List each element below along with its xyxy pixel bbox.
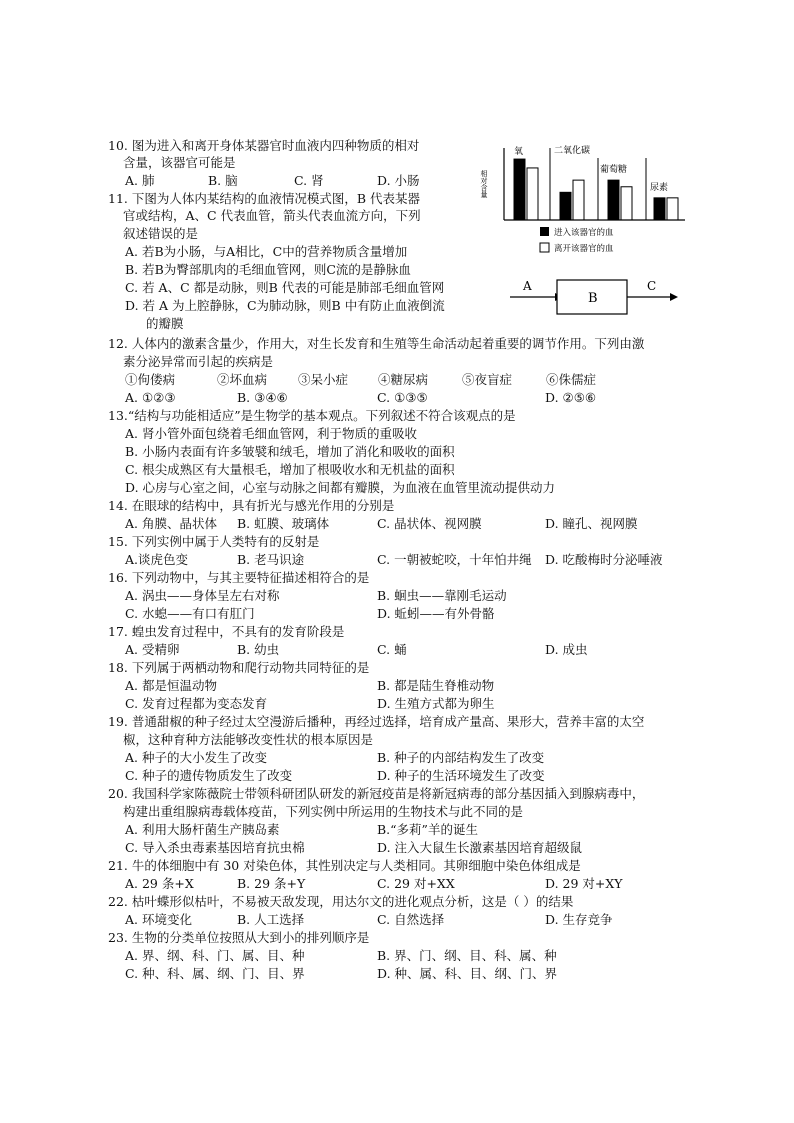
q11-option-b: B. 若B为臀部肌肉的毛细血管网，则C流的是静脉血 <box>125 262 411 277</box>
q18-option-a: A. 都是恒温动物 <box>125 678 217 693</box>
diagram-label-a: A <box>523 279 532 293</box>
q11-option-d: D. 若 A 为上腔静脉，C为肺动脉，则B 中有防止血液倒流 <box>125 298 445 313</box>
q19-option-a: A. 种子的大小发生了改变 <box>125 750 267 765</box>
q10-option-c: C. 肾 <box>294 173 324 188</box>
q16-option-b: B. 蛔虫——靠刚毛运动 <box>377 588 507 603</box>
q10-option-a: A. 肺 <box>125 173 155 188</box>
q17-option-b: B. 幼虫 <box>237 642 280 657</box>
q16-option-d: D. 蚯蚓——有外骨骼 <box>377 606 495 621</box>
chart-label-glucose: 葡萄糖 <box>600 165 628 175</box>
q20-stem-line2: 构建出重组腺病毒载体疫苗，下列实例中所运用的生物技术与此不同的是 <box>123 804 524 819</box>
chart-bar-in-0 <box>514 159 525 220</box>
q11-stem-line3: 叙述错误的是 <box>123 226 199 241</box>
q15-option-c: C. 一朝被蛇咬，十年怕井绳 <box>377 552 532 567</box>
chart-bar-out-1 <box>573 180 584 220</box>
chart-label-co2: 二氧化碳 <box>554 146 591 156</box>
q19-option-d: D. 种子的生活环境发生了改变 <box>377 768 545 783</box>
q21-option-d: D. 29 对+XY <box>545 876 623 891</box>
q13-option-d: D. 心房与心室之间，心室与动脉之间都有瓣膜，为血液在血管里流动提供动力 <box>125 480 556 495</box>
chart-ylabel: 相对含量 <box>480 170 488 198</box>
q22-option-a: A. 环境变化 <box>125 912 192 927</box>
q12-item-1: ①佝偻病 <box>125 372 176 387</box>
q18-option-d: D. 生殖方式都为卵生 <box>377 696 495 711</box>
q22-option-d: D. 生存竞争 <box>545 912 613 927</box>
q23-option-b: B. 界、门、纲、目、科、属、种 <box>377 948 557 963</box>
q12-stem-line1: 12. 人体内的激素含量少，作用大，对生长发育和生殖等生命活动起着重要的调节作用。下列由激 <box>108 336 645 351</box>
q11-option-a: A. 若B为小肠，与A相比，C中的营养物质含量增加 <box>125 244 408 259</box>
q17-stem: 17. 蝗虫发育过程中，不具有的发育阶段是 <box>108 624 345 639</box>
q13-stem: 13.“结构与功能相适应”是生物学的基本观点。下列叙述不符合该观点的是 <box>108 408 516 423</box>
q23-option-d: D. 种、属、科、目、纲、门、界 <box>377 966 558 981</box>
q15-option-b: B. 老马识途 <box>237 552 305 567</box>
q16-option-c: C. 水螅——有口有肛门 <box>125 606 255 621</box>
q23-option-c: C. 种、科、属、纲、门、目、界 <box>125 966 305 981</box>
q15-option-d: D. 吃酸梅时分泌唾液 <box>545 552 663 567</box>
q19-option-c: C. 种子的遗传物质发生了改变 <box>125 768 293 783</box>
q22-option-c: C. 自然选择 <box>377 912 445 927</box>
q17-option-a: A. 受精卵 <box>125 642 180 657</box>
q14-option-d: D. 瞳孔、视网膜 <box>545 516 638 531</box>
q22-stem: 22. 枯叶蝶形似枯叶，不易被天敌发现，用达尔文的进化观点分析，这是（ ）的结果 <box>108 894 574 909</box>
q20-option-c: C. 导入杀虫毒素基因培育抗虫棉 <box>125 840 305 855</box>
chart-bar-in-3 <box>654 198 665 220</box>
q14-option-c: C. 晶状体、视网膜 <box>377 516 482 531</box>
q12-item-2: ②坏血病 <box>217 372 268 387</box>
q12-stem-line2: 素分泌异常而引起的疾病是 <box>123 354 274 369</box>
q11-option-c: C. 若 A、C 都是动脉，则B 代表的可能是肺部毛细血管网 <box>125 280 445 295</box>
q21-stem: 21. 牛的体细胞中有 30 对染色体，其性别决定与人类相同。其卵细胞中染色体组成是 <box>108 858 581 873</box>
chart-bar-out-3 <box>667 198 678 220</box>
blood-substance-chart <box>480 140 700 260</box>
q18-stem: 18. 下列属于两栖动物和爬行动物共同特征的是 <box>108 660 370 675</box>
q16-stem: 16. 下列动物中，与其主要特征描述相符合的是 <box>108 570 370 585</box>
q21-option-a: A. 29 条+X <box>125 876 194 891</box>
q11-stem-line2: 官或结构，A、C 代表血管，箭头代表血流方向，下列 <box>123 208 421 223</box>
q20-option-a: A. 利用大肠杆菌生产胰岛素 <box>125 822 280 837</box>
q17-option-c: C. 蛹 <box>377 642 407 657</box>
legend-in-swatch <box>540 227 549 236</box>
q16-option-a: A. 涡虫——身体呈左右对称 <box>125 588 280 603</box>
q12-option-c: C. ①③⑤ <box>377 390 428 405</box>
q14-stem: 14. 在眼球的结构中，具有折光与感光作用的分别是 <box>108 498 395 513</box>
legend-out-label: 离开该器官的血 <box>554 244 614 254</box>
q14-option-b: B. 虹膜、玻璃体 <box>237 516 330 531</box>
q10-stem-line1: 10. 图为进入和离开身体某器官时血液内四种物质的相对 <box>108 138 420 153</box>
q12-option-b: B. ③④⑥ <box>237 390 288 405</box>
q13-option-b: B. 小肠内表面有许多皱襞和绒毛，增加了消化和吸收的面积 <box>125 444 455 459</box>
q12-item-6: ⑥侏儒症 <box>546 372 597 387</box>
q23-option-a: A. 界、纲、科、门、属、目、种 <box>125 948 305 963</box>
q20-stem-line1: 20. 我国科学家陈薇院士带领科研团队研发的新冠疫苗是将新冠病毒的部分基因插入到腺病毒中， <box>108 786 645 801</box>
q10-option-d: D. 小肠 <box>377 173 420 188</box>
q10-option-b: B. 脑 <box>208 173 238 188</box>
q17-option-d: D. 成虫 <box>545 642 588 657</box>
q21-option-b: B. 29 条+Y <box>237 876 306 891</box>
chart-bar-out-0 <box>527 168 538 220</box>
q12-item-4: ④糖尿病 <box>378 372 429 387</box>
q15-option-a: A.谈虎色变 <box>125 552 189 567</box>
q12-item-5: ⑤夜盲症 <box>462 372 513 387</box>
q20-option-d: D. 注入大鼠生长激素基因培育超级鼠 <box>377 840 583 855</box>
q14-option-a: A. 角膜、晶状体 <box>125 516 217 531</box>
q23-stem: 23. 生物的分类单位按照从大到小的排列顺序是 <box>108 930 370 945</box>
q21-option-c: C. 29 对+XX <box>377 876 455 891</box>
chart-bar-out-2 <box>621 187 632 220</box>
arrow-c-head <box>670 293 678 301</box>
q11-option-d-cont: 的瓣膜 <box>146 316 184 331</box>
q12-option-d: D. ②⑤⑥ <box>545 390 597 405</box>
q15-stem: 15. 下列实例中属于人类特有的反射是 <box>108 534 320 549</box>
q18-option-c: C. 发育过程都为变态发育 <box>125 696 268 711</box>
chart-bar-in-2 <box>608 180 619 220</box>
q20-option-b: B.“多莉”羊的诞生 <box>377 822 478 837</box>
diagram-label-b: B <box>588 291 598 306</box>
legend-out-swatch <box>540 243 549 252</box>
q12-option-a: A. ①②③ <box>125 390 176 405</box>
chart-label-oxygen: 氧 <box>514 147 524 157</box>
q19-stem-line2: 椒，这种育种方法能够改变性状的根本原因是 <box>123 732 374 747</box>
blood-flow-diagram <box>505 270 685 320</box>
q11-stem-line1: 11. 下图为人体内某结构的血液情况模式图，B 代表某器 <box>108 191 421 206</box>
q18-option-b: B. 都是陆生脊椎动物 <box>377 678 495 693</box>
legend-in-label: 进入该器官的血 <box>554 228 614 238</box>
q22-option-b: B. 人工选择 <box>237 912 305 927</box>
q10-stem-line2: 含量，该器官可能是 <box>123 155 236 170</box>
q19-stem-line1: 19. 普通甜椒的种子经过太空漫游后播种，再经过选择，培育成产量高、果形大，营养丰富的太空 <box>108 714 645 729</box>
q13-option-c: C. 根尖成熟区有大量根毛，增加了根吸收水和无机盐的面积 <box>125 462 455 477</box>
q13-option-a: A. 肾小管外面包绕着毛细血管网，利于物质的重吸收 <box>125 426 417 441</box>
q19-option-b: B. 种子的内部结构发生了改变 <box>377 750 545 765</box>
diagram-label-c: C <box>647 279 657 293</box>
chart-bar-in-1 <box>560 192 571 220</box>
chart-label-urea: 尿素 <box>650 183 669 193</box>
q12-item-3: ③呆小症 <box>298 372 349 387</box>
